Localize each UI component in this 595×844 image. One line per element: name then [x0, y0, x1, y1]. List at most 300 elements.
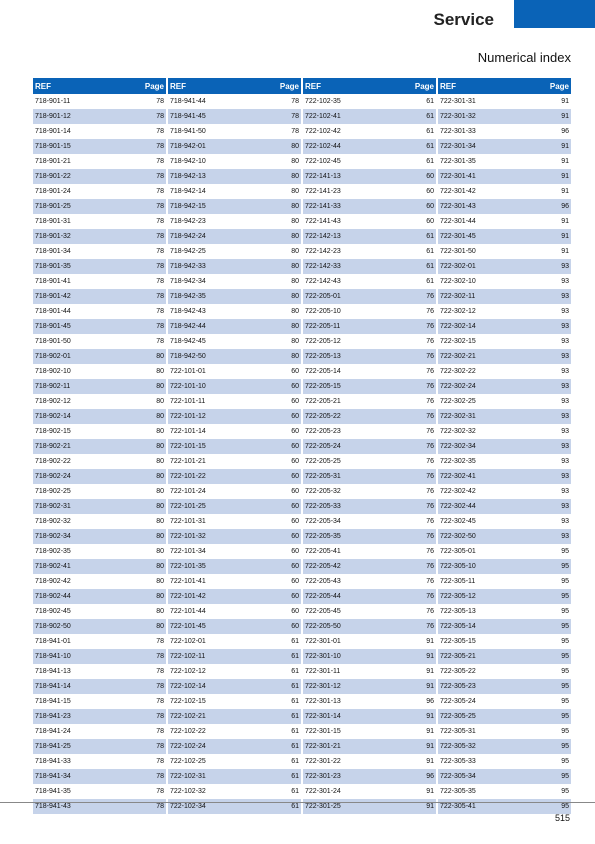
ref-cell: 722-302-01 [440, 263, 476, 270]
ref-cell: 718-901-14 [35, 128, 71, 135]
ref-cell: 722-102-45 [305, 158, 341, 165]
brand-color-block [514, 0, 595, 28]
page-cell: 80 [156, 593, 164, 600]
table-row [33, 184, 166, 199]
page-cell: 60 [291, 563, 299, 570]
ref-cell: 722-205-13 [305, 353, 341, 360]
page-cell: 76 [426, 518, 434, 525]
ref-cell: 722-305-21 [440, 653, 476, 660]
index-column [168, 78, 301, 814]
ref-cell: 722-101-01 [170, 368, 206, 375]
page-cell: 80 [291, 203, 299, 210]
ref-cell: 718-901-34 [35, 248, 71, 255]
ref-cell: 722-102-22 [170, 728, 206, 735]
ref-cell: 722-301-21 [305, 743, 341, 750]
page-cell: 60 [426, 173, 434, 180]
table-row [303, 709, 436, 724]
table-row [168, 184, 301, 199]
ref-cell: 722-301-11 [305, 668, 341, 675]
page-cell: 91 [561, 113, 569, 120]
page-cell: 78 [156, 338, 164, 345]
page-cell: 61 [291, 683, 299, 690]
page-cell: 76 [426, 398, 434, 405]
page-cell: 80 [156, 533, 164, 540]
ref-cell: 718-942-13 [170, 173, 206, 180]
table-row [168, 604, 301, 619]
table-row [33, 754, 166, 769]
page-cell: 95 [561, 548, 569, 555]
page-cell: 76 [426, 488, 434, 495]
page-cell: 60 [291, 398, 299, 405]
ref-cell: 718-902-11 [35, 383, 71, 390]
table-row [303, 784, 436, 799]
page-cell: 80 [291, 278, 299, 285]
table-row [438, 214, 571, 229]
ref-cell: 722-301-14 [305, 713, 341, 720]
page-cell: 95 [561, 653, 569, 660]
table-row [168, 529, 301, 544]
table-row [168, 649, 301, 664]
ref-cell: 718-941-24 [35, 728, 71, 735]
ref-cell: 718-901-32 [35, 233, 71, 240]
table-row [438, 604, 571, 619]
page-cell: 95 [561, 683, 569, 690]
table-row [303, 409, 436, 424]
table-row [168, 334, 301, 349]
table-row [33, 349, 166, 364]
table-row [438, 724, 571, 739]
index-column [438, 78, 571, 814]
table-row [33, 214, 166, 229]
ref-cell: 722-102-42 [305, 128, 341, 135]
page-cell: 78 [156, 143, 164, 150]
ref-cell: 722-205-32 [305, 488, 341, 495]
page-cell: 80 [291, 308, 299, 315]
page-cell: 60 [291, 578, 299, 585]
ref-cell: 722-205-41 [305, 548, 341, 555]
ref-cell: 718-902-50 [35, 623, 71, 630]
page-cell: 93 [561, 428, 569, 435]
page-cell: 91 [426, 758, 434, 765]
page-cell: 76 [426, 563, 434, 570]
page-cell: 91 [561, 188, 569, 195]
table-row [438, 499, 571, 514]
page-cell: 93 [561, 293, 569, 300]
table-row [438, 394, 571, 409]
page-cell: 80 [156, 398, 164, 405]
page-cell: 60 [291, 473, 299, 480]
table-row [303, 349, 436, 364]
page-cell: 91 [561, 233, 569, 240]
table-row [303, 694, 436, 709]
table-row [438, 634, 571, 649]
page-cell: 91 [426, 713, 434, 720]
table-row [303, 304, 436, 319]
index-column [33, 78, 166, 814]
table-row [168, 364, 301, 379]
ref-cell: 722-302-42 [440, 488, 476, 495]
ref-cell: 722-102-11 [170, 653, 206, 660]
page-cell: 60 [426, 218, 434, 225]
table-row [438, 304, 571, 319]
table-row [303, 739, 436, 754]
page-cell: 80 [156, 368, 164, 375]
page-cell: 96 [426, 698, 434, 705]
table-row [33, 124, 166, 139]
ref-cell: 722-302-45 [440, 518, 476, 525]
page-cell: 61 [426, 158, 434, 165]
table-row [33, 289, 166, 304]
ref-cell: 722-102-21 [170, 713, 206, 720]
ref-cell: 722-302-24 [440, 383, 476, 390]
ref-cell: 722-302-15 [440, 338, 476, 345]
table-row [33, 619, 166, 634]
ref-cell: 718-941-23 [35, 713, 71, 720]
ref-cell: 718-901-42 [35, 293, 71, 300]
table-row [303, 604, 436, 619]
table-row [168, 304, 301, 319]
ref-cell: 718-902-41 [35, 563, 71, 570]
page-cell: 80 [156, 503, 164, 510]
ref-cell: 722-102-31 [170, 773, 206, 780]
table-row [438, 529, 571, 544]
page-cell: 80 [156, 383, 164, 390]
table-row [33, 649, 166, 664]
table-row [438, 649, 571, 664]
ref-cell: 722-205-25 [305, 458, 341, 465]
ref-cell: 722-305-25 [440, 713, 476, 720]
ref-cell: 722-141-13 [305, 173, 341, 180]
page-cell: 80 [291, 263, 299, 270]
table-row [168, 739, 301, 754]
page-cell: 78 [156, 263, 164, 270]
table-row [168, 769, 301, 784]
table-row [303, 154, 436, 169]
page-cell: 78 [291, 113, 299, 120]
ref-cell: 722-102-25 [170, 758, 206, 765]
ref-cell: 722-305-14 [440, 623, 476, 630]
page-cell: 95 [561, 668, 569, 675]
ref-cell: 722-101-41 [170, 578, 206, 585]
table-row [438, 694, 571, 709]
ref-cell: 722-305-01 [440, 548, 476, 555]
page-cell: 80 [156, 518, 164, 525]
ref-cell: 718-942-34 [170, 278, 206, 285]
table-row [168, 709, 301, 724]
table-row [168, 514, 301, 529]
table-row [438, 244, 571, 259]
page-cell: 91 [426, 668, 434, 675]
ref-cell: 722-302-21 [440, 353, 476, 360]
table-row [438, 109, 571, 124]
ref-cell: 718-942-35 [170, 293, 206, 300]
page-number: 515 [554, 813, 570, 823]
ref-cell: 718-901-22 [35, 173, 71, 180]
ref-cell: 722-301-15 [305, 728, 341, 735]
table-row [33, 364, 166, 379]
table-row [33, 154, 166, 169]
table-row [33, 724, 166, 739]
page-cell: 93 [561, 413, 569, 420]
ref-cell: 722-305-13 [440, 608, 476, 615]
page-cell: 78 [156, 308, 164, 315]
table-row [303, 94, 436, 109]
table-row [438, 469, 571, 484]
ref-cell: 718-942-23 [170, 218, 206, 225]
ref-cell: 722-305-31 [440, 728, 476, 735]
page-cell: 78 [156, 233, 164, 240]
ref-cell: 718-901-35 [35, 263, 71, 270]
page-cell: 76 [426, 458, 434, 465]
ref-cell: 722-301-41 [440, 173, 476, 180]
page-cell: 61 [426, 278, 434, 285]
ref-cell: 722-205-31 [305, 473, 341, 480]
ref-cell: 722-305-22 [440, 668, 476, 675]
table-row [303, 679, 436, 694]
ref-cell: 722-101-14 [170, 428, 206, 435]
ref-cell: 718-941-01 [35, 638, 71, 645]
ref-header: REF [35, 81, 51, 91]
page-cell: 61 [291, 698, 299, 705]
table-row [168, 349, 301, 364]
table-row [303, 259, 436, 274]
table-row [303, 634, 436, 649]
ref-cell: 722-302-35 [440, 458, 476, 465]
table-row [168, 694, 301, 709]
page-cell: 91 [426, 653, 434, 660]
page-cell: 60 [291, 488, 299, 495]
ref-cell: 722-102-01 [170, 638, 206, 645]
page-cell: 91 [426, 788, 434, 795]
page-cell: 93 [561, 458, 569, 465]
ref-cell: 718-902-21 [35, 443, 71, 450]
page-cell: 80 [156, 623, 164, 630]
ref-cell: 718-902-22 [35, 458, 71, 465]
page-cell: 76 [426, 338, 434, 345]
page-cell: 61 [291, 638, 299, 645]
ref-cell: 722-142-23 [305, 248, 341, 255]
table-row [438, 589, 571, 604]
table-row [303, 769, 436, 784]
ref-cell: 718-902-35 [35, 548, 71, 555]
page-cell: 80 [156, 428, 164, 435]
page-cell: 95 [561, 638, 569, 645]
page-cell: 80 [291, 338, 299, 345]
table-row [168, 574, 301, 589]
table-row [33, 334, 166, 349]
page-cell: 78 [156, 698, 164, 705]
table-row [168, 544, 301, 559]
page-cell: 78 [156, 668, 164, 675]
page-cell: 60 [426, 188, 434, 195]
ref-cell: 722-301-34 [440, 143, 476, 150]
page-cell: 80 [156, 353, 164, 360]
page-cell: 91 [561, 218, 569, 225]
ref-cell: 718-941-34 [35, 773, 71, 780]
table-row [168, 94, 301, 109]
table-row [303, 364, 436, 379]
page-cell: 60 [426, 203, 434, 210]
ref-cell: 722-101-21 [170, 458, 206, 465]
ref-cell: 718-902-25 [35, 488, 71, 495]
table-row [438, 184, 571, 199]
ref-cell: 722-101-44 [170, 608, 206, 615]
table-row [33, 544, 166, 559]
page-cell: 80 [291, 218, 299, 225]
page-cell: 61 [291, 668, 299, 675]
table-row [168, 619, 301, 634]
table-row [33, 304, 166, 319]
page-cell: 80 [291, 188, 299, 195]
table-row [303, 214, 436, 229]
ref-cell: 722-301-33 [440, 128, 476, 135]
ref-cell: 722-102-34 [170, 803, 206, 810]
ref-cell: 718-941-25 [35, 743, 71, 750]
ref-cell: 722-205-15 [305, 383, 341, 390]
page-cell: 78 [156, 98, 164, 105]
table-row [438, 124, 571, 139]
numerical-index-table [33, 78, 572, 814]
page-cell: 91 [561, 143, 569, 150]
ref-cell: 722-301-25 [305, 803, 341, 810]
page-cell: 60 [291, 413, 299, 420]
page-cell: 76 [426, 548, 434, 555]
table-row [303, 529, 436, 544]
table-row [168, 589, 301, 604]
table-row [303, 169, 436, 184]
ref-cell: 722-205-43 [305, 578, 341, 585]
page-cell: 93 [561, 278, 569, 285]
page-cell: 60 [291, 608, 299, 615]
ref-cell: 722-101-11 [170, 398, 206, 405]
ref-cell: 722-102-32 [170, 788, 206, 795]
table-row [303, 544, 436, 559]
table-row [303, 289, 436, 304]
ref-cell: 722-102-41 [305, 113, 341, 120]
table-row [168, 664, 301, 679]
page-cell: 76 [426, 413, 434, 420]
section-title: Service [433, 10, 494, 29]
page-cell: 60 [291, 458, 299, 465]
table-row [168, 454, 301, 469]
table-row [438, 664, 571, 679]
ref-cell: 722-301-22 [305, 758, 341, 765]
page-cell: 80 [156, 548, 164, 555]
table-row [438, 784, 571, 799]
page-cell: 91 [426, 728, 434, 735]
page-cell: 76 [426, 353, 434, 360]
ref-cell: 722-302-12 [440, 308, 476, 315]
ref-cell: 722-301-23 [305, 773, 341, 780]
page-cell: 61 [426, 248, 434, 255]
table-row [438, 424, 571, 439]
ref-cell: 718-942-44 [170, 323, 206, 330]
ref-cell: 722-205-11 [305, 323, 341, 330]
ref-cell: 722-102-24 [170, 743, 206, 750]
table-row [168, 409, 301, 424]
ref-cell: 718-902-42 [35, 578, 71, 585]
table-row [33, 259, 166, 274]
ref-cell: 722-305-32 [440, 743, 476, 750]
ref-header: REF [170, 81, 186, 91]
ref-cell: 722-301-44 [440, 218, 476, 225]
ref-cell: 722-302-34 [440, 443, 476, 450]
page-cell: 76 [426, 578, 434, 585]
table-row [33, 499, 166, 514]
page-header: Page [549, 81, 569, 91]
page-cell: 61 [291, 758, 299, 765]
table-row [33, 484, 166, 499]
table-row [303, 184, 436, 199]
ref-cell: 722-101-25 [170, 503, 206, 510]
ref-cell: 718-901-11 [35, 98, 71, 105]
table-row [33, 784, 166, 799]
ref-cell: 718-901-24 [35, 188, 71, 195]
ref-cell: 722-141-33 [305, 203, 341, 210]
page-cell: 93 [561, 518, 569, 525]
ref-cell: 722-302-41 [440, 473, 476, 480]
table-row [438, 484, 571, 499]
page-cell: 78 [156, 188, 164, 195]
ref-cell: 718-942-25 [170, 248, 206, 255]
table-row [438, 709, 571, 724]
ref-cell: 722-102-14 [170, 683, 206, 690]
table-row [33, 709, 166, 724]
ref-cell: 718-902-44 [35, 593, 71, 600]
page-cell: 61 [291, 803, 299, 810]
page-cell: 76 [426, 308, 434, 315]
table-row [303, 274, 436, 289]
page-cell: 76 [426, 623, 434, 630]
table-row [303, 379, 436, 394]
table-row [33, 394, 166, 409]
ref-cell: 722-101-10 [170, 383, 206, 390]
page-cell: 61 [291, 743, 299, 750]
ref-header: REF [440, 81, 456, 91]
table-row [438, 139, 571, 154]
table-row [33, 199, 166, 214]
table-row [303, 319, 436, 334]
table-row [168, 424, 301, 439]
table-row [168, 274, 301, 289]
page-cell: 76 [426, 593, 434, 600]
ref-cell: 722-301-35 [440, 158, 476, 165]
table-row [168, 214, 301, 229]
ref-cell: 718-942-14 [170, 188, 206, 195]
ref-cell: 718-942-24 [170, 233, 206, 240]
ref-cell: 718-941-35 [35, 788, 71, 795]
page-cell: 76 [426, 533, 434, 540]
ref-cell: 718-901-15 [35, 143, 71, 150]
page-cell: 93 [561, 368, 569, 375]
ref-cell: 722-302-44 [440, 503, 476, 510]
page-cell: 93 [561, 263, 569, 270]
table-row [438, 199, 571, 214]
ref-cell: 722-141-43 [305, 218, 341, 225]
page-cell: 80 [291, 173, 299, 180]
ref-cell: 722-205-01 [305, 293, 341, 300]
table-row [438, 544, 571, 559]
page-cell: 78 [156, 758, 164, 765]
table-row [168, 259, 301, 274]
page-cell: 95 [561, 698, 569, 705]
ref-cell: 722-302-10 [440, 278, 476, 285]
page-cell: 76 [426, 473, 434, 480]
table-row [303, 664, 436, 679]
ref-cell: 718-942-10 [170, 158, 206, 165]
page-cell: 78 [156, 653, 164, 660]
ref-cell: 722-301-13 [305, 698, 341, 705]
